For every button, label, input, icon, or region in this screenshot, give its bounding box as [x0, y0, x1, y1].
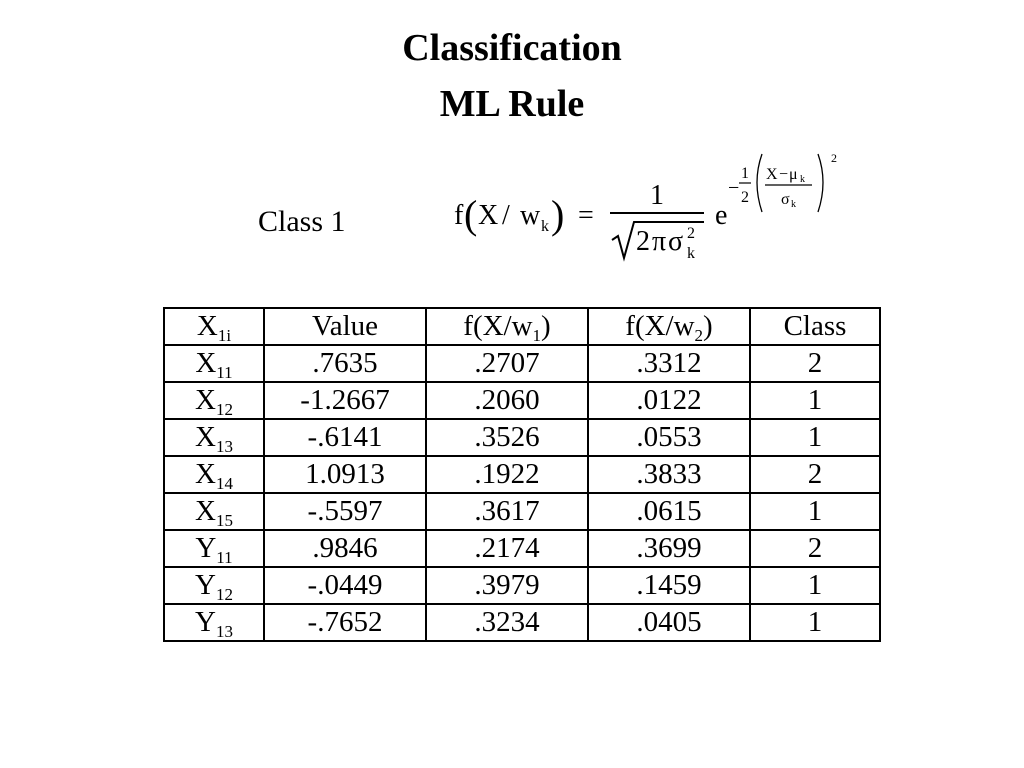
cell-value: -.7652 [264, 604, 426, 641]
table-row [164, 419, 880, 456]
formula-den-k: k [687, 245, 695, 262]
cell-value: .9846 [264, 530, 426, 567]
formula-den-pi: π [652, 226, 667, 257]
cell-class: 1 [750, 604, 880, 641]
cell-f1: .3234 [426, 604, 588, 641]
cell-value: .7635 [264, 345, 426, 382]
gaussian-formula [440, 140, 860, 270]
cell-sample: $X_{11}$ [164, 345, 264, 382]
cell-value: 1.0913 [264, 456, 426, 493]
cell-class: 2 [750, 456, 880, 493]
exp-mu: μ [789, 166, 798, 183]
cell-f2: .1459 [588, 567, 750, 604]
header-sample: $X_{1i}$ [164, 308, 264, 345]
exp-minus2: − [779, 166, 789, 183]
exp-half-den: 2 [741, 189, 749, 206]
cell-f2: .3312 [588, 345, 750, 382]
cell-class: 2 [750, 530, 880, 567]
exp-mu-sub: k [800, 174, 805, 185]
header-f1: $f(X/w_1)$ [426, 308, 588, 345]
formula-X: X [478, 200, 499, 231]
formula-numerator: 1 [650, 180, 664, 211]
cell-class: 1 [750, 419, 880, 456]
table-row [164, 604, 880, 641]
cell-f2: .3699 [588, 530, 750, 567]
cell-f2: .0405 [588, 604, 750, 641]
table-row [164, 493, 880, 530]
formula-f: f [454, 200, 464, 231]
title-line-1: Classification [402, 27, 622, 69]
table-row [164, 382, 880, 419]
exp-sq: 2 [831, 151, 837, 165]
class-label: Class 1 [258, 205, 346, 238]
header-f2: $f(X/w_2)$ [588, 308, 750, 345]
formula-den-2: 2 [636, 226, 650, 257]
table-row [164, 567, 880, 604]
cell-sample: $X_{13}$ [164, 419, 264, 456]
cell-f1: .1922 [426, 456, 588, 493]
title-line-2: ML Rule [439, 83, 585, 125]
formula-den-sq: 2 [687, 225, 695, 242]
exp-sigma: σ [781, 191, 790, 208]
cell-sample: $X_{15}$ [164, 493, 264, 530]
formula-e: e [715, 200, 728, 231]
cell-sample: $Y_{12}$ [164, 567, 264, 604]
cell-value: -.5597 [264, 493, 426, 530]
formula-rparen: ) [551, 192, 565, 237]
cell-sample: $X_{12}$ [164, 382, 264, 419]
table-row [164, 456, 880, 493]
cell-f1: .3979 [426, 567, 588, 604]
exp-lparen [757, 154, 762, 212]
cell-f2: .0122 [588, 382, 750, 419]
exp-minus: − [728, 177, 740, 199]
cell-sample: $Y_{13}$ [164, 604, 264, 641]
cell-class: 2 [750, 345, 880, 382]
exp-X: X [766, 166, 778, 183]
formula-w-sub: k [541, 218, 549, 235]
cell-f2: .0615 [588, 493, 750, 530]
cell-f2: .0553 [588, 419, 750, 456]
cell-f1: .3526 [426, 419, 588, 456]
formula-equals: = [578, 200, 594, 231]
exp-half-num: 1 [741, 165, 749, 182]
formula-slash: / [502, 200, 510, 231]
header-class: Class [750, 308, 880, 345]
cell-value: -.0449 [264, 567, 426, 604]
cell-f1: .2060 [426, 382, 588, 419]
formula-w: w [520, 200, 541, 231]
cell-value: -1.2667 [264, 382, 426, 419]
cell-f2: .3833 [588, 456, 750, 493]
header-value: Value [264, 308, 426, 345]
cell-sample: $X_{14}$ [164, 456, 264, 493]
table-row [164, 345, 880, 382]
exp-rparen [818, 154, 823, 212]
cell-f1: .2707 [426, 345, 588, 382]
cell-f1: .2174 [426, 530, 588, 567]
cell-value: -.6141 [264, 419, 426, 456]
formula-svg [440, 140, 860, 270]
cell-class: 1 [750, 493, 880, 530]
formula-lparen: ( [464, 192, 478, 237]
cell-class: 1 [750, 567, 880, 604]
exp-sigma-sub: k [791, 199, 796, 210]
table-header-row [164, 308, 880, 345]
cell-class: 1 [750, 382, 880, 419]
cell-sample: $Y_{11}$ [164, 530, 264, 567]
classification-table [163, 307, 881, 642]
formula-den-sigma: σ [668, 226, 684, 257]
table-row [164, 530, 880, 567]
cell-f1: .3617 [426, 493, 588, 530]
